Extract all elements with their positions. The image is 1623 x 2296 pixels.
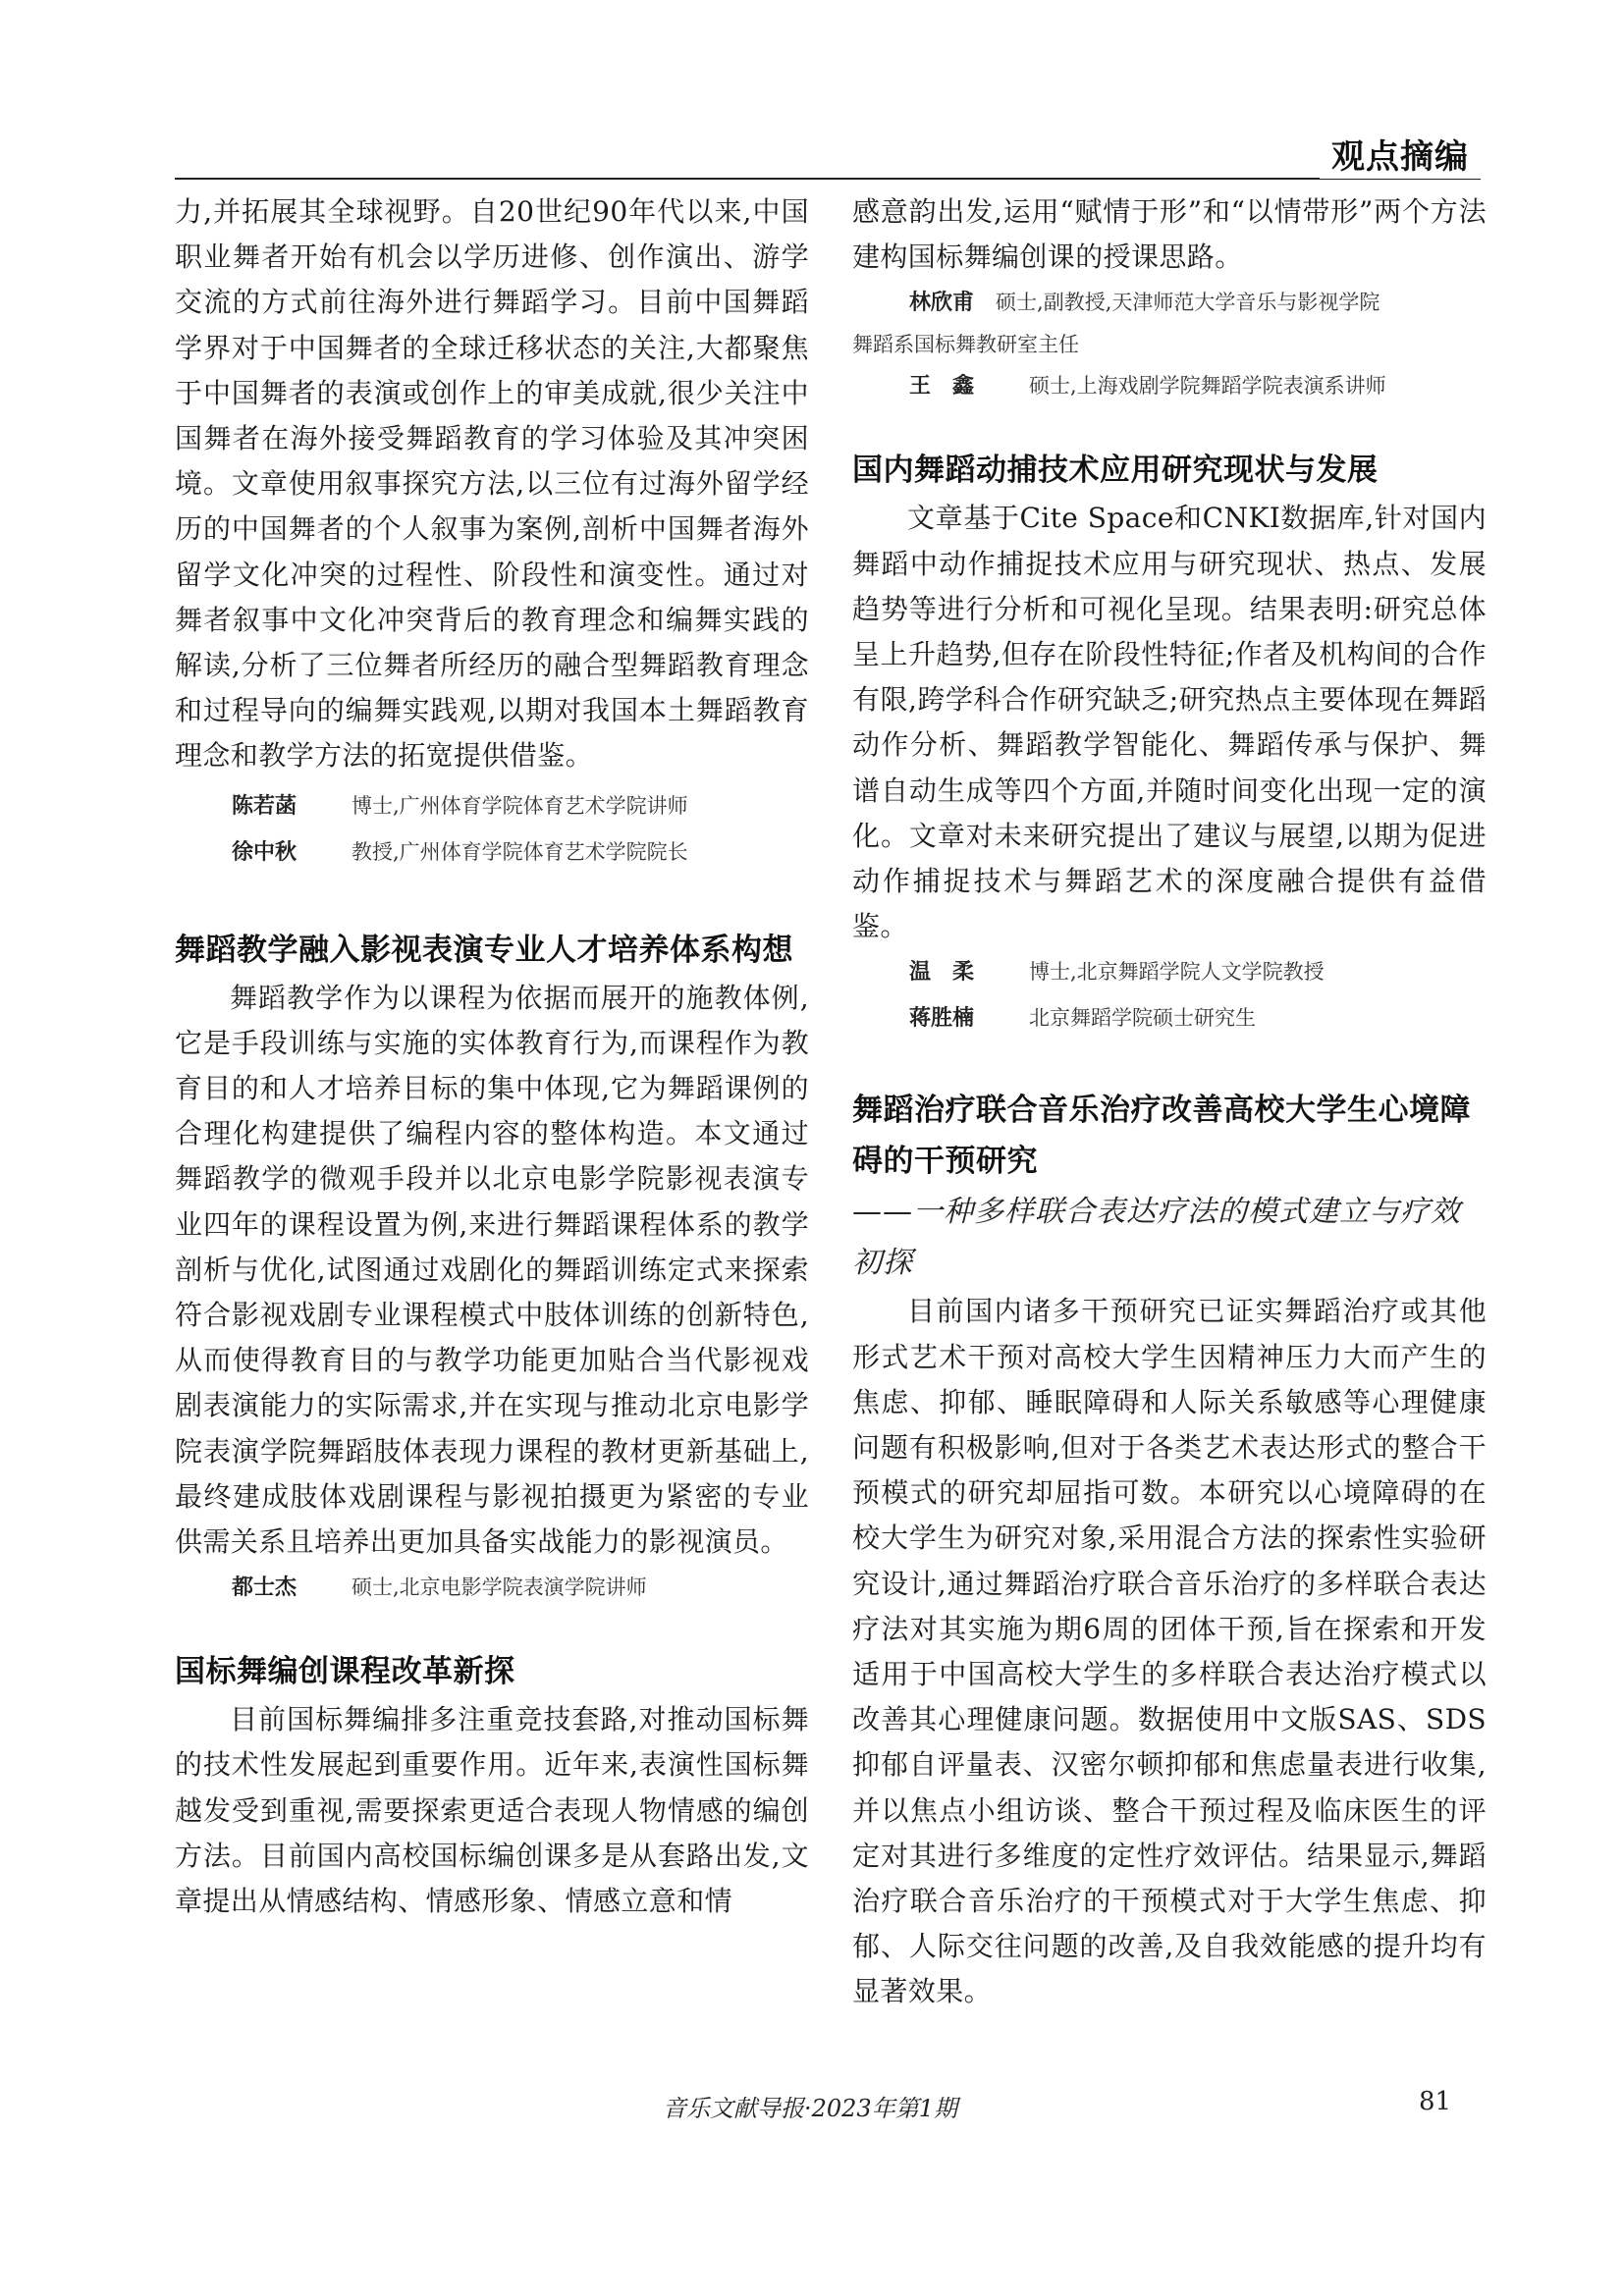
article-body: 目前国标舞编排多注重竞技套路,对推动国标舞的技术性发展起到重要作用。近年来,表演性国标舞越发受到重视,需要探索更适合表现人物情感的编创方法。目前国内高校国标编创课多是从套路出发,文章提出从情感结构、情感形象、情感立意和情	[175, 1703, 809, 1918]
article-body-continued: 感意韵出发,运用“赋情于形”和“以情带形”两个方法建构国标舞编创课的授课思路。	[852, 195, 1487, 274]
footer-journal: 音乐文献导报·2023年第1期	[663, 2095, 957, 2122]
author-line	[175, 829, 809, 876]
article-title: 舞蹈治疗联合音乐治疗改善高校大学生心境障碍的干预研究	[852, 1093, 1471, 1180]
section-tag: 观点摘编	[1320, 135, 1481, 179]
header-rule	[175, 178, 1481, 180]
author-desc: 教授,广州体育学院体育艺术学院院长	[352, 839, 688, 864]
author-desc: 博士,广州体育学院体育艺术学院讲师	[352, 793, 688, 818]
author-name: 王 鑫	[909, 374, 975, 400]
page-number: 81	[1419, 2087, 1452, 2116]
author-name: 徐中秋	[232, 839, 298, 865]
author-desc: 硕士,北京电影学院表演学院讲师	[352, 1575, 647, 1600]
article-title: 国标舞编创课程改革新探	[175, 1654, 515, 1690]
author-desc: 硕士,上海戏剧学院舞蹈学院表演系讲师	[1029, 374, 1386, 399]
author-line	[852, 280, 1487, 326]
article-body: 目前国内诸多干预研究已证实舞蹈治疗或其他形式艺术干预对高校大学生因精神压力大而产生的焦虑、抑郁、睡眠障碍和人际关系敏感等心理健康问题有积极影响,但对于各类艺术表达形式的整合干预模式的研究却屈指可数。本研究以心境障碍的在校大学生为研究对象,采用混合方法的探索性实验研究设计,通过舞蹈治疗联合音乐治疗的多样联合表达疗法对其实施为期6周的团体干预,旨在探索和开发适用于中国高校大学生的多样联合表达治疗模式以改善其心理健康问题。数据使用中文版SAS、SDS抑郁自评量表、汉密尔顿抑郁和焦虑量表进行收集,并以焦点小组访谈、整合干预过程及临床医生的评定对其进行多维度的定性疗效评估。结果显示,舞蹈治疗联合音乐治疗的干预模式对于大学生焦虑、抑郁、人际交往问题的改善,及自我效能感的提升均有显著效果。	[852, 1295, 1487, 2008]
author-name: 陈若菡	[232, 793, 298, 819]
article-title: 舞蹈教学融入影视表演专业人才培养体系构想	[175, 932, 793, 968]
author-desc: 北京舞蹈学院硕士研究生	[1029, 1006, 1256, 1031]
author-desc: 博士,北京舞蹈学院人文学院教授	[1029, 960, 1325, 985]
author-line	[852, 949, 1487, 995]
author-line	[852, 363, 1487, 409]
author-name: 温 柔	[909, 960, 975, 986]
author-name: 蒋胜楠	[909, 1006, 975, 1032]
author-name: 都士杰	[232, 1575, 298, 1601]
author-line	[175, 783, 809, 829]
article-subtitle: ——一种多样联合表达疗法的模式建立与疗效初探	[852, 1195, 1461, 1281]
article-title: 国内舞蹈动捕技术应用研究现状与发展	[852, 453, 1379, 489]
article-body: 文章基于Cite Space和CNKI数据库,针对国内舞蹈中动作捕捉技术应用与研究现状、热点、发展趋势等进行分析和可视化呈现。结果表明:研究总体呈上升趋势,但存在阶段性特征;作者及机构间的合作有限,跨学科合作研究缺乏;研究热点主要体现在舞蹈动作分析、舞蹈教学智能化、舞蹈传承与保护、舞谱自动生成等四个方面,并随时间变化出现一定的演化。文章对未来研究提出了建议与展望,以期为促进动作捕捉技术与舞蹈艺术的深度融合提供有益借鉴。	[852, 502, 1487, 943]
article-body: 舞蹈教学作为以课程为依据而展开的施教体例,它是手段训练与实施的实体教育行为,而课程作为教育目的和人才培养目标的集中体现,它为舞蹈课例的合理化构建提供了编程内容的整体构造。本文通过舞蹈教学的微观手段并以北京电影学院影视表演专业四年的课程设置为例,来进行舞蹈课程体系的教学剖析与优化,试图通过戏剧化的舞蹈训练定式来探索符合影视戏剧专业课程模式中肢体训练的创新特色,从而使得教育目的与教学功能更加贴合当代影视戏剧表演能力的实际需求,并在实现与推动北京电影学院表演学院舞蹈肢体表现力课程的教材更新基础上,最终建成肢体戏剧课程与影视拍摄更为紧密的专业供需关系且培养出更加具备实战能力的影视演员。	[175, 981, 809, 1559]
author-line	[852, 995, 1487, 1041]
author-desc: 硕士,副教授,天津师范大学音乐与影视学院	[996, 291, 1380, 315]
left-column	[175, 189, 809, 1924]
author-line	[175, 1565, 809, 1611]
author-name: 林欣甫	[909, 291, 975, 316]
right-column	[852, 189, 1487, 2015]
intro-paragraph: 力,并拓展其全球视野。自20世纪90年代以来,中国职业舞者开始有机会以学历进修、创作演出、游学交流的方式前往海外进行舞蹈学习。目前中国舞蹈学界对于中国舞者的全球迁移状态的关注,大都聚焦于中国舞者的表演或创作上的审美成就,很少关注中国舞者在海外接受舞蹈教育的学习体验及其冲突困境。文章使用叙事探究方法,以三位有过海外留学经历的中国舞者的个人叙事为案例,剖析中国舞者海外留学文化冲突的过程性、阶段性和演变性。通过对舞者叙事中文化冲突背后的教育理念和编舞实践的解读,分析了三位舞者所经历的融合型舞蹈教育理念和过程导向的编舞实践观,以期对我国本土舞蹈教育理念和教学方法的拓宽提供借鉴。	[175, 195, 809, 773]
author-desc-continued: 舞蹈系国标舞教研室主任	[852, 333, 1079, 357]
